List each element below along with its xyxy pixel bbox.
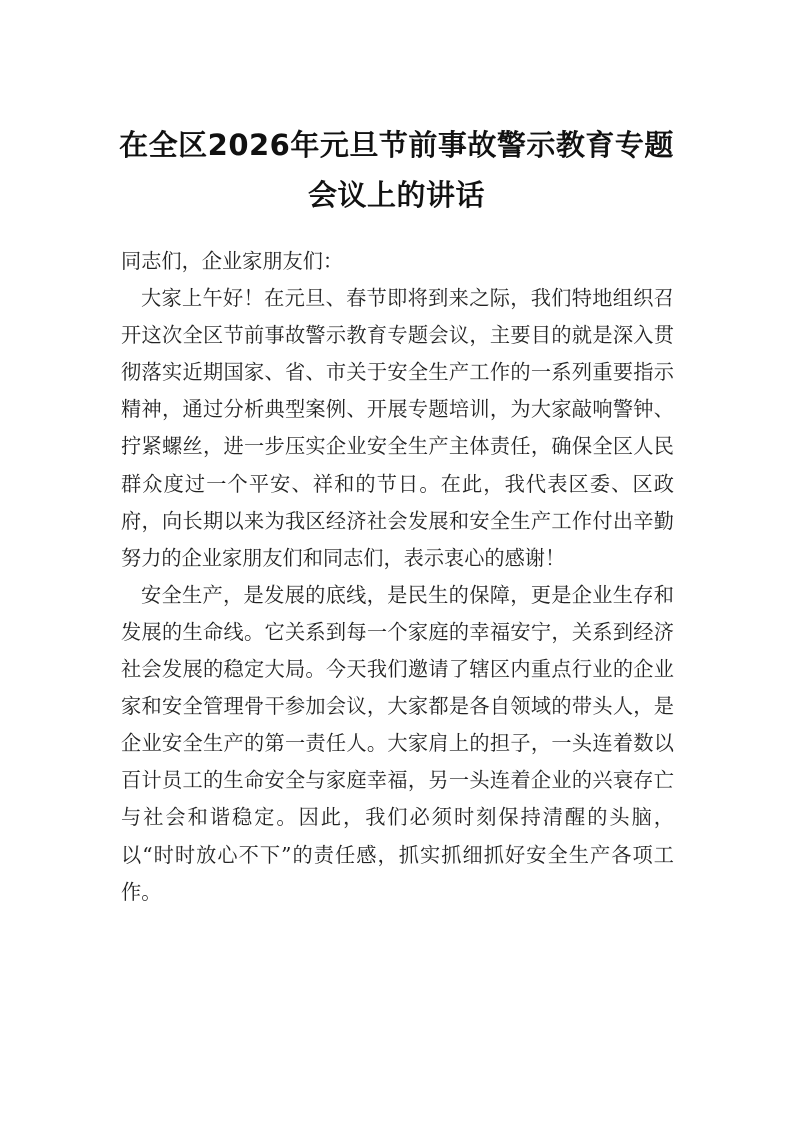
paragraph-2: 安全生产，是发展的底线，是民生的保障，更是企业生存和发展的生命线。它关系到每一个家庭的幸福安宁，关系到经济社会发展的稳定大局。今天我们邀请了辖区内重点行业的企业家和安全管理骨干参加会议，大家都是各自领域的带头人，是企业安全生产的第一责任人。大家肩上的担子，一头连着数以百计员工的生命安全与家庭幸福，另一头连着企业的兴衰存亡与社会和谐稳定。因此，我们必须时刻保持清醒的头脑，以“时时放心不下”的责任感，抓实抓细抓好安全生产各项工作。: [121, 582, 674, 904]
salutation: 同志们，企业家朋友们：: [121, 249, 344, 273]
paragraph-1: 大家上午好！在元旦、春节即将到来之际，我们特地组织召开这次全区节前事故警示教育专题会议，主要目的就是深入贯彻落实近期国家、省、市关于安全生产工作的一系列重要指示精神，通过分析典型案例、开展专题培训，为大家敲响警钟、拧紧螺丝，进一步压实企业安全生产主体责任，确保全区人民群众度过一个平安、祥和的节日。在此，我代表区委、区政府，向长期以来为我区经济社会发展和安全生产工作付出辛勤努力的企业家朋友们和同志们，表示衷心的感谢！: [121, 286, 674, 570]
title-line-2: 会议上的讲话: [307, 178, 485, 212]
document-title: [100, 120, 693, 220]
title-line-1: 在全区2026年元旦节前事故警示教育专题: [119, 128, 674, 162]
document-body: [121, 243, 674, 911]
